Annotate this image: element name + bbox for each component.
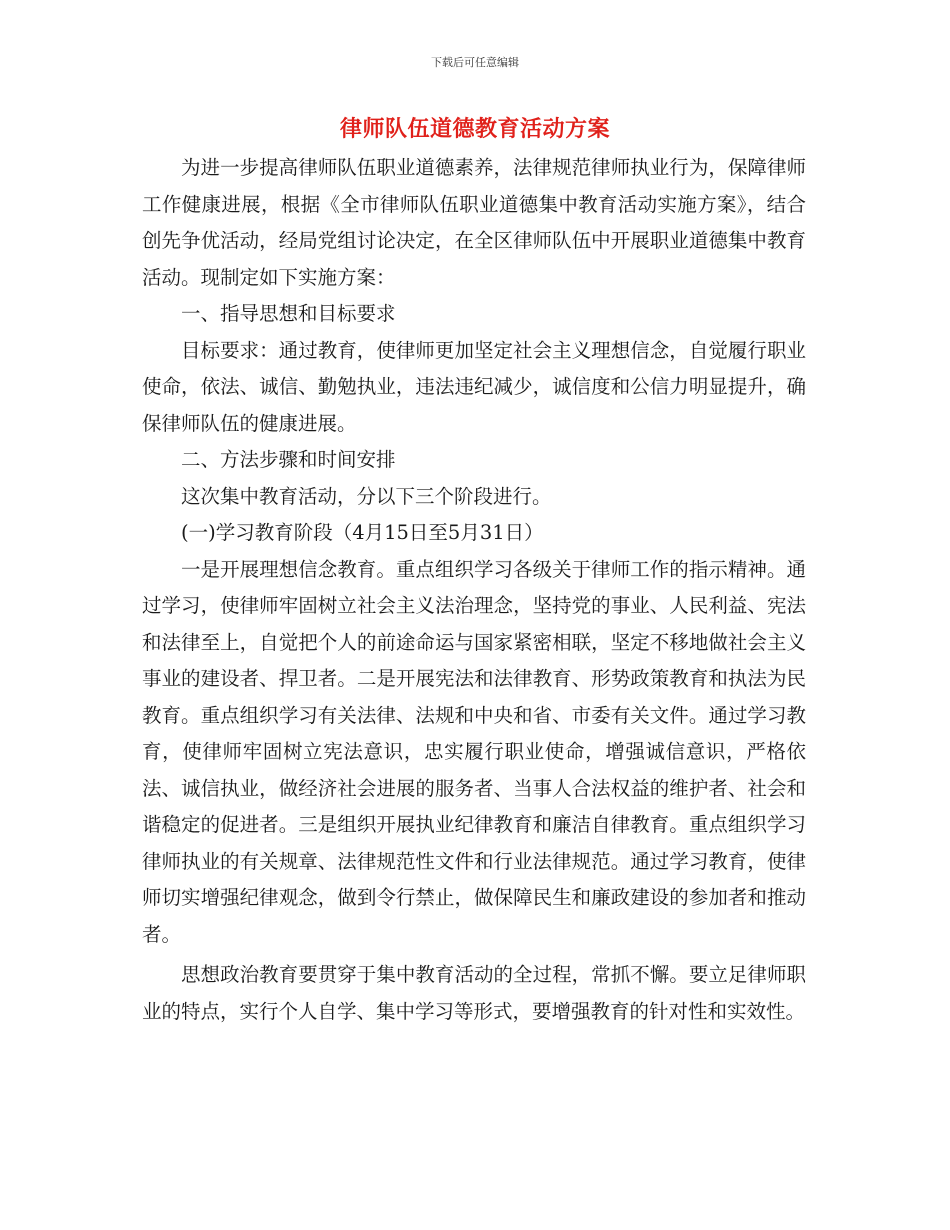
document-title: 律师队伍道德教育活动方案 [339,117,610,142]
header-note: 下载后可任意编辑 [431,56,519,69]
paragraph-study-details: 一是开展理想信念教育。重点组织学习各级关于律师工作的指示精神。通过学习，使律师牢固树立社会主义法治理念，坚持党的事业、人民利益、宪法和法律至上，自觉把个人的前途命运与国家紧密相联，坚定不移地做社会主义事业的建设者、捍卫者。二是开展宪法和法律教育、形势政策教育和执法为民教育。重点组织学习有关法律、法规和中央和省、市委有关文件。通过学习教育，使律师牢固树立宪法意识，忠实履行职业使命，增强诚信意识，严格依法、诚信执业，做经济社会进展的服务者、当事人合法权益的维护者、社会和谐稳定的促进者。三是组织开展执业纪律教育和廉洁自律教育。重点组织学习律师执业的有关规章、法律规范性文件和行业法律规范。通过学习教育，使律师切实增强纪律观念，做到令行禁止，做保障民生和廉政建设的参加者和推动者。 [142,557,806,946]
paragraph-intro: 为进一步提高律师队伍职业道德素养，法律规范律师执业行为，保障律师工作健康进展，根据《全市律师队伍职业道德集中教育活动实施方案》，结合创先争优活动，经局党组讨论决定，在全区律师队伍中开展职业道德集中教育活动。现制定如下实施方案： [142,156,806,289]
paragraph-goals: 目标要求：通过教育，使律师更加坚定社会主义理想信念，自觉履行职业使命，依法、诚信、勤勉执业，违法违纪减少，诚信度和公信力明显提升，确保律师队伍的健康进展。 [142,338,806,435]
section-heading-1: 一、指导思想和目标要求 [181,302,396,325]
paragraph-stages: 这次集中教育活动，分以下三个阶段进行。 [181,484,552,508]
subsection-heading-1: (一)学习教育阶段（4月15日至5月31日） [181,521,544,544]
paragraph-political-education: 思想政治教育要贯穿于集中教育活动的全过程，常抓不懈。要立足律师职业的特点，实行个人自学、集中学习等形式，要增强教育的针对性和实效性。 [142,963,806,1023]
document-body [142,150,806,1030]
section-heading-2: 二、方法步骤和时间安排 [181,448,396,471]
